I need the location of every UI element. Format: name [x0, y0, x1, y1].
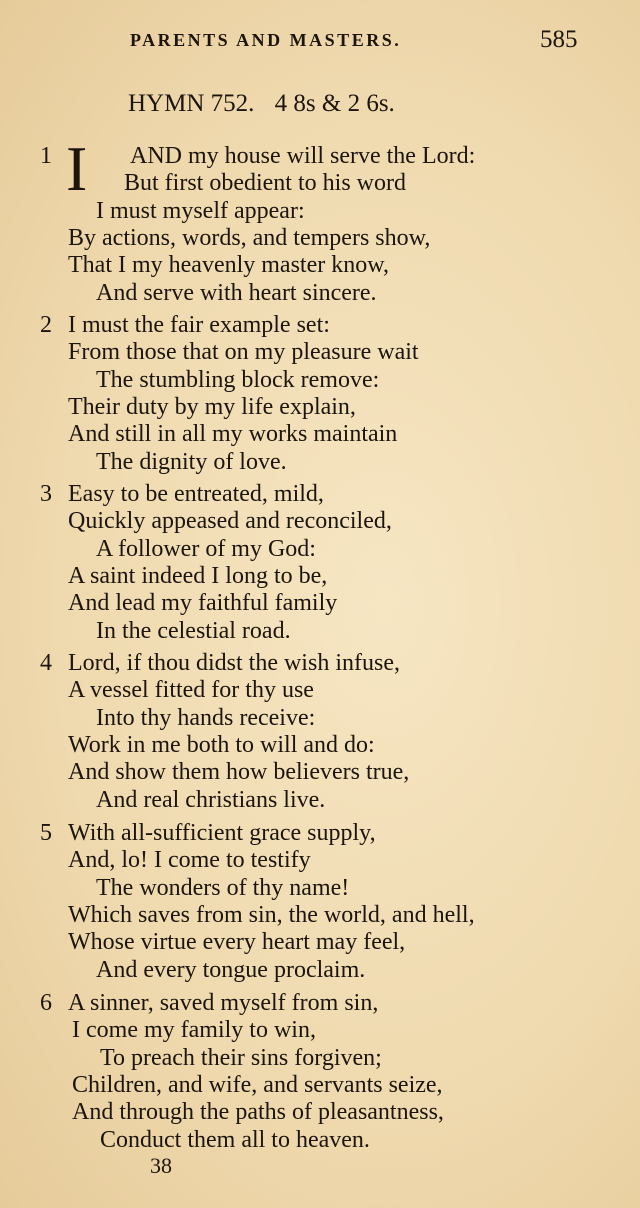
verse-line: Work in me both to will and do: — [68, 731, 375, 758]
verse-line: With all-sufficient grace supply, — [68, 820, 376, 846]
verse-line: Into thy hands receive: — [96, 704, 316, 731]
verse-line: I must the fair example set: — [68, 312, 330, 338]
verse-line: And every tongue proclaim. — [96, 956, 366, 983]
verse-line: A follower of my God: — [96, 535, 316, 562]
page-number: 585 — [540, 26, 578, 53]
verse-line: And serve with heart sincere. — [96, 279, 377, 306]
stanza-number: 3 — [40, 481, 52, 507]
signature-mark: 38 — [150, 1153, 172, 1178]
verse-line: And, lo! I come to testify — [68, 847, 311, 874]
verse-line: Conduct them all to heaven. — [100, 1126, 370, 1153]
verse-line: The wonders of thy name! — [96, 874, 350, 901]
verse-line: The stumbling block remove: — [96, 366, 380, 393]
verse-line: Lord, if thou didst the wish infuse, — [68, 650, 400, 676]
stanza-number: 2 — [40, 312, 52, 338]
drop-cap: I — [66, 133, 88, 204]
stanza-number: 1 — [40, 143, 52, 169]
stanza-number: 6 — [40, 990, 52, 1016]
verse-line: I must myself appear: — [96, 197, 305, 224]
verse-line: And through the paths of pleasantness, — [72, 1099, 444, 1126]
verse-line: Which saves from sin, the world, and hell, — [68, 901, 475, 928]
verse-line: A vessel fitted for thy use — [68, 677, 314, 704]
verse-line: Quickly appeased and reconciled, — [68, 508, 392, 535]
verse-line: Their duty by my life explain, — [68, 393, 356, 420]
hymn-title — [128, 90, 395, 118]
hymn-meter: 4 8s & 2 6s. — [274, 90, 395, 117]
verse-line: The dignity of love. — [96, 448, 287, 475]
verse-line: And real christians live. — [96, 786, 326, 813]
verse-line: AND my house will serve the Lord: — [130, 143, 476, 169]
verse-line: A sinner, saved myself from sin, — [68, 990, 379, 1016]
verse-line: From those that on my pleasure wait — [68, 339, 419, 366]
verse-line: And lead my faithful family — [68, 590, 338, 617]
verse-line: In the celestial road. — [96, 617, 291, 644]
hymn-number: HYMN 752. — [128, 90, 255, 117]
verse-line: And show them how believers true, — [68, 759, 410, 786]
verse-line: Children, and wife, and servants seize, — [72, 1071, 443, 1098]
stanza-number: 4 — [40, 650, 52, 676]
verse-line: By actions, words, and tempers show, — [68, 224, 431, 251]
verse-line: I come my family to win, — [72, 1017, 316, 1044]
verse-line: But first obedient to his word — [124, 170, 406, 197]
verse-line: Easy to be entreated, mild, — [68, 481, 324, 507]
verse-line: A saint indeed I long to be, — [68, 562, 328, 589]
verse-line: Whose virtue every heart may feel, — [68, 929, 406, 956]
verse-line: To preach their sins forgiven; — [100, 1044, 382, 1071]
verse-line: And still in all my works maintain — [68, 421, 398, 448]
stanza-number: 5 — [40, 820, 52, 846]
running-head: PARENTS AND MASTERS. — [130, 30, 402, 50]
verse-line: That I my heavenly master know, — [68, 252, 390, 279]
